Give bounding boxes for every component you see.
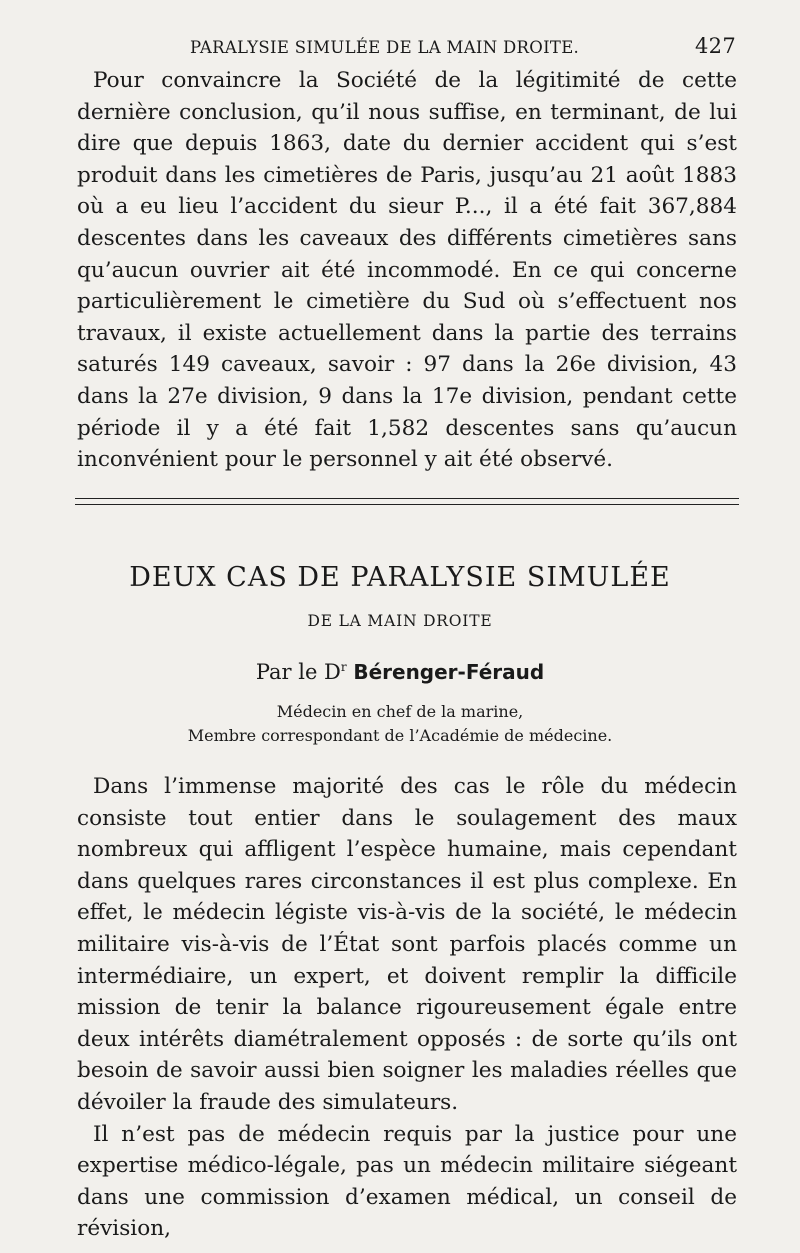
- text-block-bottom: [77, 771, 737, 1245]
- author-affiliation: Médecin en chef de la marine,: [276, 702, 524, 721]
- paragraph-continuation: Il n’est pas de médecin requis par la justice pour une expertise médico-légale, pas un médecin militaire siégeant dans une commission d’examen médical, un conseil de révision,: [77, 1121, 737, 1242]
- running-title: PARALYSIE SIMULÉE DE LA MAIN DROITE.: [190, 38, 580, 57]
- author-affiliation: Membre correspondant de l’Académie de médecine.: [187, 726, 613, 745]
- paragraph-conclusion: Pour convaincre la Société de la légitimité de cette dernière conclusion, qu’il nous suffise, en terminant, de lui dire que depuis 1863, date du dernier accident qui s’est produit dans les cimetières de Paris, jusqu’au 21 août 1883 où a eu lieu l’accident du sieur P..., il a été fait 367,884 descentes dans les caveaux des différents cimetières sans qu’aucun ouvrier ait été incommodé. En ce qui concerne particulièrement le cimetière du Sud où s’effectuent nos travaux, il existe actuellement dans la partie des terrains saturés 149 caveaux, savoir : 97 dans la 26e division, 43 dans la 27e division, 9 dans la 17e division, pendant cette période il y a été fait 1,582 descentes sans qu’aucun inconvénient pour le personnel y ait été observé.: [77, 68, 737, 473]
- running-head: [60, 32, 740, 62]
- article-subtitle: DE LA MAIN DROITE: [307, 612, 493, 630]
- page-number: 427: [695, 34, 736, 58]
- text-block-top: [77, 65, 737, 476]
- byline-prefix: Par le D: [255, 660, 341, 684]
- byline: [60, 660, 740, 684]
- byline-superscript: r: [340, 660, 347, 674]
- article-title: DEUX CAS DE PARALYSIE SIMULÉE: [129, 562, 671, 593]
- author-name: Bérenger-Féraud: [353, 660, 545, 684]
- paragraph-intro: Dans l’immense majorité des cas le rôle du médecin consiste tout entier dans le soulagement des maux nombreux qui affligent l’espèce humaine, mais cependant dans quelques rares circonstances il est plus complexe. En effet, le médecin légiste vis-à-vis de la société, le médecin militaire vis-à-vis de l’État sont parfois placés comme un intermédiaire, un expert, et doivent remplir la difficile mission de tenir la balance rigoureusement égale entre deux intérêts diamétralement opposés : de sorte qu’ils ont besoin de savoir aussi bien soigner les maladies réelles que dévoiler la fraude des simulateurs.: [77, 774, 737, 1115]
- section-divider-rule: [75, 498, 739, 499]
- section-divider-rule: [75, 504, 739, 505]
